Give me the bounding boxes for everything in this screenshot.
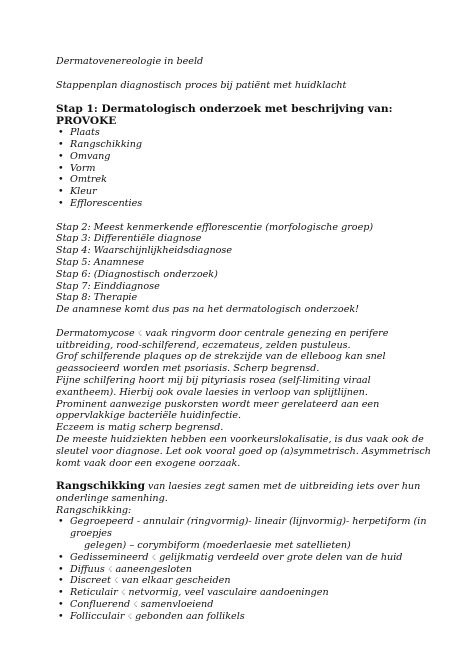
list-item: • Plaats — [56, 127, 434, 139]
step-line: Stap 8: Therapie — [56, 292, 138, 304]
list-item-continuation: gelegen) – corymbiform (moederlaesie met satellieten) — [84, 540, 351, 552]
term: Follicculair — [70, 610, 125, 622]
item-text: samenvloeiend — [140, 599, 214, 611]
list-item — [56, 575, 434, 587]
paragraph-text: van laesies zegt samen met de uitbreiding iets over hun onderlinge samenhing. — [56, 481, 421, 504]
list-item — [56, 552, 434, 564]
list-item: • Rangschikking — [56, 139, 434, 151]
paragraph: Fijne schilfering hoort mij bij pityriasis rosea (self-limiting viraal exantheem). Hierbij ook ovale laesies in verloop van splijtlijnen. — [56, 374, 371, 398]
list-item — [56, 599, 434, 611]
paragraph-text: vaak ringvorm door centrale genezing en perifere uitbreiding, rood-schilferend, eczemateus, zelden pustuleus. — [56, 327, 389, 351]
item-text: van elkaar gescheiden — [121, 575, 231, 587]
arrow-symbol-icon: ☇ — [127, 611, 133, 621]
list-item: • Efflorescenties — [56, 198, 434, 210]
arrow-symbol-icon: ☇ — [120, 588, 126, 598]
list-item — [56, 587, 434, 599]
list-item: • Kleur — [56, 186, 434, 198]
paragraph: Prominent aanwezige puskorsten wordt meer gerelateerd aan een oppervlakkige bacteriële huidinfectie. — [56, 398, 380, 422]
list-item: • Vorm — [56, 163, 434, 175]
paragraph: Grof schilferende plaques op de strekzijde van de elleboog kan snel geassocieerd worden met psoriasis. Scherp begrensd. — [56, 351, 386, 375]
paragraph: Eczeem is matig scherp begrensd. — [56, 422, 224, 434]
rangschikking-list — [56, 516, 434, 540]
rangschikking-heading: Rangschikking — [56, 480, 145, 493]
step-note: De anamnese komt dus pas na het dermatologisch onderzoek! — [56, 304, 360, 316]
rangschikking-label: Rangschikking: — [56, 504, 132, 516]
term: Gegroepeerd — [70, 516, 134, 528]
step-line: Stap 2: Meest kenmerkende efflorescentie (morfologische groep) — [56, 221, 374, 233]
arrow-symbol-icon: ☇ — [107, 564, 113, 574]
list-item — [56, 516, 434, 540]
term: Discreet — [70, 575, 111, 587]
term: Confluerend — [70, 599, 131, 611]
item-text: gebonden aan follikels — [135, 610, 245, 622]
rangschikking-list-rest — [56, 552, 434, 623]
item-text: aaneengesloten — [115, 563, 192, 575]
item-text: netvormig, veel vasculaire aandoeningen — [128, 587, 329, 599]
term: Reticulair — [70, 587, 118, 599]
rangschikking-intro — [56, 481, 434, 505]
arrow-symbol-icon: ☇ — [133, 600, 138, 610]
provoke-list — [56, 127, 434, 210]
term: Dermatomycose — [56, 327, 135, 339]
provoke-label: PROVOKE — [56, 115, 117, 128]
step-line: Stap 6: (Diagnostisch onderzoek) — [56, 268, 218, 280]
list-item: • Omvang — [56, 151, 434, 163]
item-text: gelijkmatig verdeeld over grote delen van de huid — [159, 551, 403, 563]
list-item: • Omtrek — [56, 174, 434, 186]
document-subtitle: Stappenplan diagnostisch proces bij patiënt met huidklacht — [56, 79, 347, 91]
document-title: Dermatovenereologie in beeld — [56, 56, 204, 67]
list-item — [56, 611, 434, 623]
paragraph-dermatomycose — [56, 328, 434, 352]
step-line: Stap 5: Anamnese — [56, 256, 145, 268]
item-text: - annulair (ringvormig)- lineair (lijnvormig)- herpetiform (in groepjes — [70, 516, 427, 540]
arrow-symbol-icon: ☇ — [137, 328, 143, 338]
list-item — [56, 564, 434, 576]
step-line: Stap 7: Einddiagnose — [56, 280, 160, 292]
term: Diffuus — [70, 563, 105, 575]
step-line: Stap 3: Differentiële diagnose — [56, 233, 202, 245]
arrow-symbol-icon: ☇ — [113, 576, 119, 586]
paragraph: De meeste huidziekten hebben een voorkeurslokalisatie, is dus vaak ook de sleutel voor diagnose. Let ook vooral goed op (a)symmetrisch. Asymmetrisch komt vaak door een exogene oorzaak. — [56, 433, 431, 469]
term: Gedissemineerd — [70, 551, 149, 563]
step1-heading: Stap 1: Dermatologisch onderzoek met beschrijving van: — [56, 103, 393, 116]
step-line: Stap 4: Waarschijnlijkheidsdiagnose — [56, 245, 233, 257]
arrow-symbol-icon: ☇ — [151, 552, 157, 562]
